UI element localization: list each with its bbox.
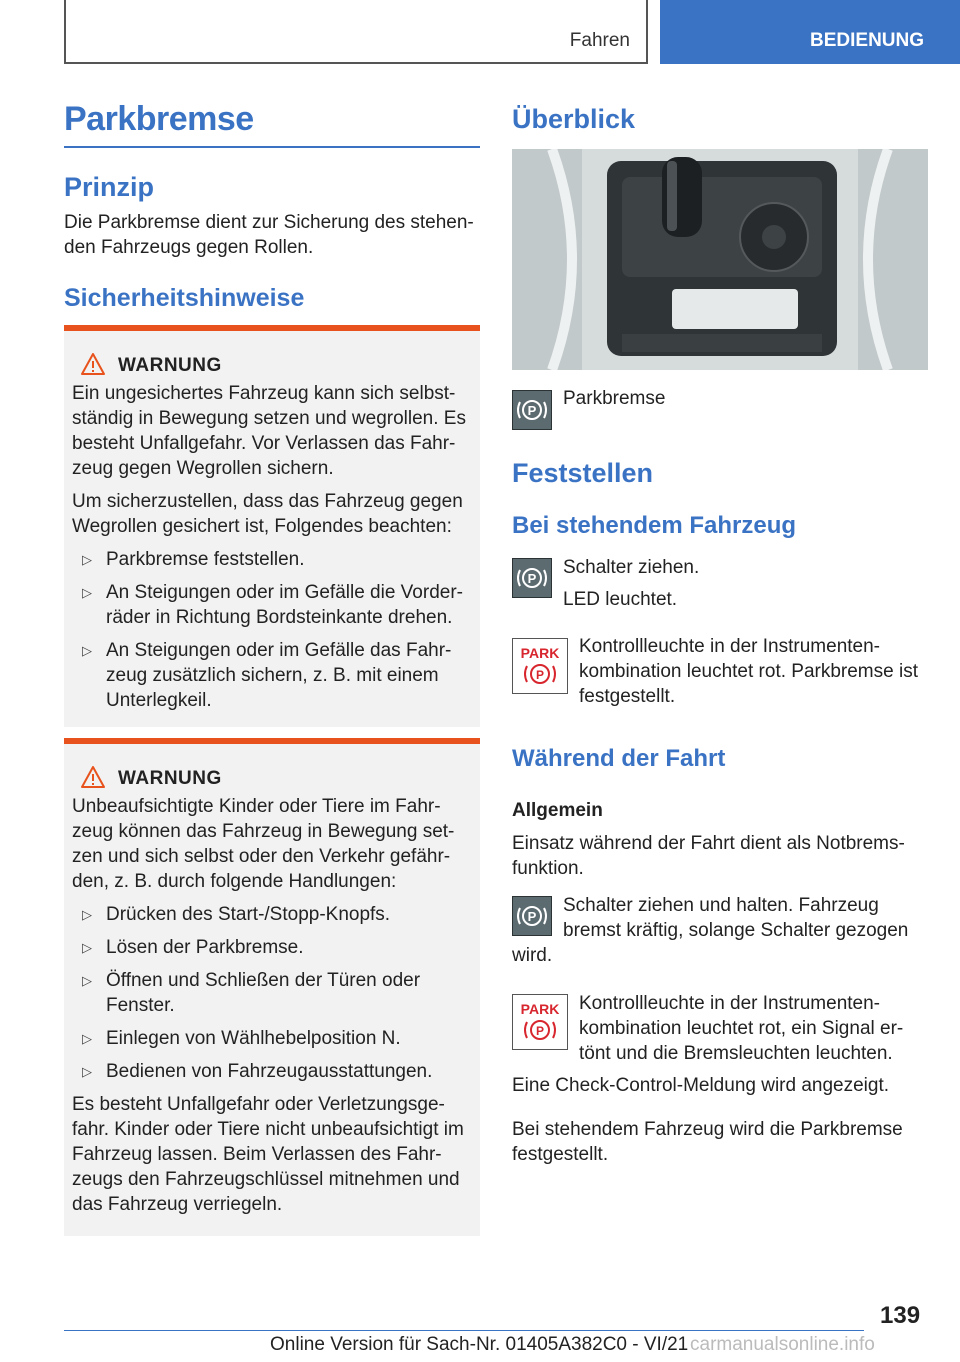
list-item: ▷ Bedienen von Fahrzeugausstattungen. bbox=[82, 1061, 433, 1082]
header-section: Fahren bbox=[569, 30, 630, 51]
page-number: 139 bbox=[880, 1302, 921, 1329]
warning-label: WARNUNG bbox=[118, 768, 222, 789]
bullet-triangle-icon: ▷ bbox=[82, 1064, 92, 1079]
heading-waehrend-fahrt: Während der Fahrt bbox=[512, 745, 726, 772]
bullet-triangle-icon: ▷ bbox=[82, 973, 92, 988]
parking-brake-icon bbox=[512, 896, 552, 936]
page-title: Parkbremse bbox=[64, 100, 254, 138]
footer-rule bbox=[64, 1330, 864, 1331]
heading-bei-stehendem: Bei stehendem Fahrzeug bbox=[512, 512, 797, 539]
heading-allgemein: Allgemein bbox=[512, 800, 603, 821]
list-item: ▷ Öffnen und Schließen der Türen oder Fenster. bbox=[82, 970, 421, 1016]
warning-triangle-icon bbox=[80, 352, 106, 376]
bullet-triangle-icon: ▷ bbox=[82, 1031, 92, 1046]
prinzip-text: Die Parkbremse dient zur Sicherung des stehen-den Fahrzeugs gegen Rollen. bbox=[64, 212, 474, 258]
svg-text:P: P bbox=[527, 571, 537, 586]
park-warning-light-icon bbox=[512, 994, 568, 1050]
halten-text-line-1: Schalter ziehen und halten. Fahrzeug bbox=[563, 895, 879, 916]
list-item: ▷ An Steigungen oder im Gefälle das Fahr-zeug zusätzlich sichern, z. B. mit einem Unterlegkeil. bbox=[82, 640, 452, 711]
heading-ueberblick: Überblick bbox=[512, 104, 636, 134]
warning-text: Um sicherzustellen, dass das Fahrzeug gegen Wegrollen gesichert ist, Folgendes beachten: bbox=[72, 491, 463, 537]
watermark: carmanualsonline.info bbox=[690, 1334, 875, 1355]
list-item: ▷ Parkbremse feststellen. bbox=[82, 549, 305, 570]
list-item: ▷ Lösen der Parkbremse. bbox=[82, 937, 304, 958]
bullet-triangle-icon: ▷ bbox=[82, 585, 92, 600]
heading-prinzip: Prinzip bbox=[64, 172, 155, 202]
warning-text: Ein ungesichertes Fahrzeug kann sich selbst-ständig in Bewegung setzen und wegrollen. Es besteht Unfallgefahr. Vor Verlassen das Fahr-zeug gegen Wegrollen sichern. bbox=[72, 383, 466, 479]
header-tab-label: BEDIENUNG bbox=[810, 30, 925, 51]
heading-sicherheit: Sicherheitshinweise bbox=[64, 284, 305, 312]
warning-text: Unbeaufsichtigte Kinder oder Tiere im Fahr-zeug können das Fahrzeug in Bewegung set-zen und sich selbst oder den Verkehr gefähr-den, z. B. durch folgende Handlungen: bbox=[72, 796, 455, 892]
bullet-triangle-icon: ▷ bbox=[82, 552, 92, 567]
kontroll-text-2: Kontrollleuchte in der Instrumenten-kombination leuchtet rot, ein Signal er-tönt und die Bremsleuchten leuchten. bbox=[579, 993, 904, 1064]
warning-text: Es besteht Unfallgefahr oder Verletzungsge-fahr. Kinder oder Tiere nicht unbeaufsichtigt im Fahrzeug lassen. Beim Verlassen des Fahr-zeugs den Fahrzeugschlüssel mitnehmen und das Fahrzeug verriegeln. bbox=[72, 1094, 464, 1215]
bullet-triangle-icon: ▷ bbox=[82, 907, 92, 922]
warning-box-1 bbox=[64, 325, 480, 727]
parking-brake-icon bbox=[512, 390, 552, 430]
warning-triangle-icon bbox=[80, 765, 106, 789]
list-item: ▷ An Steigungen oder im Gefälle die Vorder-räder in Richtung Bordsteinkante drehen. bbox=[82, 582, 463, 628]
online-version-text: Online Version für Sach-Nr. 01405A382C0 - VI/21 bbox=[270, 1334, 689, 1355]
warning-box-2 bbox=[64, 738, 480, 1236]
halten-text-line-3: wird. bbox=[512, 945, 553, 966]
legend-label: Parkbremse bbox=[563, 388, 666, 409]
heading-feststellen: Feststellen bbox=[512, 458, 654, 488]
halten-text-line-2: bremst kräftig, solange Schalter gezogen bbox=[563, 920, 909, 941]
list-item: ▷ Drücken des Start-/Stopp-Knopfs. bbox=[82, 904, 391, 925]
title-rule bbox=[64, 146, 480, 148]
svg-text:P: P bbox=[527, 403, 537, 418]
svg-text:PARK: PARK bbox=[520, 1001, 560, 1017]
svg-text:P: P bbox=[527, 909, 537, 924]
bullet-triangle-icon: ▷ bbox=[82, 643, 92, 658]
svg-text:P: P bbox=[535, 668, 545, 682]
bullet-triangle-icon: ▷ bbox=[82, 940, 92, 955]
parking-brake-icon bbox=[512, 558, 552, 598]
stehend-line-1: Schalter ziehen. bbox=[563, 557, 700, 578]
kontroll-text-1: Kontrollleuchte in der Instrumenten-kombination leuchtet rot. Parkbremse ist festgestellt. bbox=[579, 636, 918, 707]
park-warning-light-icon bbox=[512, 638, 568, 694]
stehend-line-2: LED leuchtet. bbox=[563, 589, 678, 610]
stehend-final-text: Bei stehendem Fahrzeug wird die Parkbremse festgestellt. bbox=[512, 1119, 903, 1165]
allgemein-text: Einsatz während der Fahrt dient als Notbrems-funktion. bbox=[512, 833, 905, 879]
warning-label: WARNUNG bbox=[118, 355, 222, 376]
center-console-photo bbox=[512, 149, 928, 370]
check-control-text: Eine Check-Control-Meldung wird angezeigt. bbox=[512, 1075, 890, 1096]
header-tab[interactable] bbox=[660, 0, 960, 64]
list-item: ▷ Einlegen von Wählhebelposition N. bbox=[82, 1028, 401, 1049]
svg-text:P: P bbox=[535, 1024, 545, 1038]
svg-text:PARK: PARK bbox=[520, 645, 560, 661]
header-box bbox=[64, 0, 648, 64]
